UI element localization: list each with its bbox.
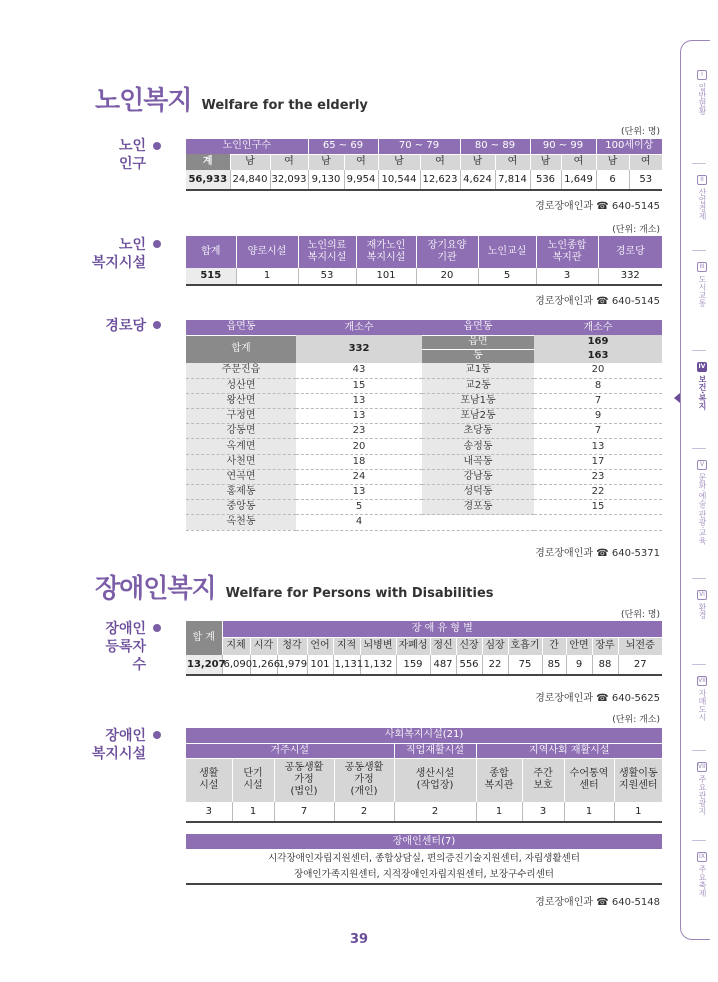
source-note: 경로장애인과 ☎ 640-5371 (535, 548, 660, 559)
disabled-facilities-table (186, 728, 662, 823)
header-cell: 공동생활 가정 (개인) (334, 758, 394, 802)
tab-divider (692, 350, 706, 351)
total-value: 332 (296, 335, 422, 363)
value-cell: 2 (334, 802, 394, 822)
side-tab-number: I (697, 70, 707, 80)
label-senior-centers (70, 317, 146, 335)
side-tab-label: 자매도시 (698, 689, 707, 721)
value-cell: 101 (356, 268, 416, 285)
value-cell: 101 (307, 655, 333, 675)
tab-divider (692, 448, 706, 449)
tab-divider (692, 750, 706, 751)
eup-myeon-value: 169 (534, 335, 662, 349)
side-tab-8[interactable] (688, 762, 708, 815)
district-name: 포남2동 (422, 409, 534, 424)
center-header: 장애인센터(7) (186, 834, 662, 849)
header-cell: 노인교실 (478, 236, 536, 268)
header-cell: 합계 (186, 236, 236, 268)
senior-center-table (186, 320, 662, 531)
table-row (186, 393, 662, 408)
value-cell: 27 (618, 655, 662, 675)
sub-header: 남 (530, 154, 561, 170)
value-cell: 85 (542, 655, 566, 675)
value-cell: 32,093 (270, 170, 308, 190)
value-cell: 1,649 (561, 170, 596, 190)
value-cell: 1 (232, 802, 274, 822)
disability-center-box (186, 834, 662, 885)
header-cell: 읍면동 (422, 320, 534, 335)
value-cell: 22 (482, 655, 508, 675)
group-header: 100세이상 (596, 139, 662, 154)
header-cell: 재가노인 복지시설 (356, 236, 416, 268)
district-name: 경포동 (422, 500, 534, 515)
tab-divider (692, 163, 706, 164)
sub-header: 남 (308, 154, 344, 170)
district-name: 강남동 (422, 469, 534, 484)
group-header: 거주시설 (186, 743, 394, 758)
header-cell: 개소수 (534, 320, 662, 335)
bullet-dot (153, 321, 161, 329)
sub-header: 남 (596, 154, 629, 170)
sub-header: 여 (344, 154, 378, 170)
tab-divider (692, 250, 706, 251)
table-row (186, 363, 662, 378)
label-text: 노인 인구 (118, 138, 146, 172)
value-cell: 9,954 (344, 170, 378, 190)
district-count: 13 (534, 439, 662, 454)
group-header: 직업재활시설 (394, 743, 476, 758)
side-tab-number: IX (697, 852, 707, 862)
side-tab-number: V (697, 460, 707, 470)
tab-divider (692, 664, 706, 665)
table-row (186, 424, 662, 439)
district-count: 17 (534, 454, 662, 469)
value-cell: 3 (522, 802, 564, 822)
district-count: 20 (534, 363, 662, 378)
side-tab-label: 환경 (698, 603, 707, 619)
table-row (186, 515, 662, 530)
district-count: 22 (534, 485, 662, 500)
sub-header: 계 (186, 154, 230, 170)
value-cell: 9 (566, 655, 592, 675)
header-cell: 장기요양 기관 (416, 236, 478, 268)
value-cell: 6 (596, 170, 629, 190)
district-count: 43 (296, 363, 422, 378)
value-cell: 1,266 (250, 655, 277, 675)
district-name: 중앙동 (186, 500, 296, 515)
district-name: 송정동 (422, 439, 534, 454)
district-name: 왕산면 (186, 393, 296, 408)
value-cell: 2 (394, 802, 476, 822)
type-header: 자폐성 (396, 637, 430, 655)
header-cell: 생산시설 (작업장) (394, 758, 476, 802)
type-header: 장루 (592, 637, 618, 655)
district-name: 내곡동 (422, 454, 534, 469)
value-cell: 3 (186, 802, 232, 822)
value-cell: 3 (536, 268, 598, 285)
side-tab-number: II (697, 175, 707, 185)
type-header: 언어 (307, 637, 333, 655)
value-cell: 487 (430, 655, 456, 675)
side-tab-label: 주요축제 (698, 865, 707, 897)
value-cell: 75 (508, 655, 542, 675)
table-row (186, 485, 662, 500)
side-tab-number: VI (697, 590, 707, 600)
sub-header: 남 (378, 154, 420, 170)
type-header: 지적 (333, 637, 360, 655)
value-cell: 12,623 (420, 170, 460, 190)
district-name: 교1동 (422, 363, 534, 378)
district-count: 24 (296, 469, 422, 484)
unit-label: (단위: 개소) (612, 715, 660, 725)
side-tab-number: VIII (698, 763, 708, 770)
district-count: 18 (296, 454, 422, 469)
table-row (186, 378, 662, 393)
header-cell: 수어통역 센터 (564, 758, 614, 802)
type-header: 호흡기 (508, 637, 542, 655)
district-count: 4 (296, 515, 422, 530)
district-count: 7 (534, 393, 662, 408)
side-tab-7[interactable] (688, 676, 708, 721)
total-header: 합 계 (186, 621, 222, 655)
district-count: 23 (296, 424, 422, 439)
side-tab-1[interactable] (688, 70, 708, 115)
side-tab-label: 보건·복지 (698, 375, 707, 411)
elderly-facilities-table (186, 236, 662, 286)
side-tab-number: III (697, 262, 707, 272)
value-cell: 332 (598, 268, 662, 285)
side-tab-label: 문화·예술·관광·교육 (698, 473, 707, 545)
section-title-elderly (95, 80, 368, 117)
district-name: 성산면 (186, 378, 296, 393)
total-label: 합계 (186, 335, 296, 363)
value-cell: 536 (530, 170, 561, 190)
side-tab-4[interactable] (688, 362, 708, 410)
type-header: 청각 (277, 637, 307, 655)
district-count: 13 (296, 485, 422, 500)
source-note: 경로장애인과 ☎ 640-5625 (535, 693, 660, 704)
source-note: 경로장애인과 ☎ 640-5148 (535, 897, 660, 908)
table-row (186, 409, 662, 424)
district-name: 사천면 (186, 454, 296, 469)
label-disabled-registered (70, 620, 146, 674)
value-cell: 88 (592, 655, 618, 675)
tab-divider (692, 578, 706, 579)
district-count: 20 (296, 439, 422, 454)
dong-label: 동 (422, 349, 534, 363)
district-name: 포남1동 (422, 393, 534, 408)
value-cell: 556 (456, 655, 482, 675)
header-cell: 노인의료 복지시설 (298, 236, 356, 268)
district-name: 홍제동 (186, 485, 296, 500)
group-header: 80 ~ 89 (460, 139, 530, 154)
disabled-registered-table (186, 621, 662, 676)
side-tab-6[interactable] (688, 590, 708, 619)
district-name (422, 515, 534, 530)
sub-header: 남 (230, 154, 270, 170)
unit-label: (단위: 명) (621, 127, 660, 137)
type-header: 신장 (456, 637, 482, 655)
sub-header: 여 (270, 154, 308, 170)
value-cell: 6,090 (222, 655, 250, 675)
district-name: 주문진읍 (186, 363, 296, 378)
value-cell: 1,131 (333, 655, 360, 675)
section-title-en: Welfare for Persons with Disabilities (225, 586, 494, 601)
type-header: 심장 (482, 637, 508, 655)
district-name: 성덕동 (422, 485, 534, 500)
header-cell: 양로시설 (236, 236, 298, 268)
divider (186, 883, 662, 885)
value-cell: 20 (416, 268, 478, 285)
sub-header: 여 (495, 154, 530, 170)
district-name: 옥계면 (186, 439, 296, 454)
type-header: 지체 (222, 637, 250, 655)
sub-header: 여 (420, 154, 460, 170)
tab-divider (692, 840, 706, 841)
side-tab-9[interactable] (688, 852, 708, 897)
header-cell: 생활 시설 (186, 758, 232, 802)
value-cell: 4,624 (460, 170, 495, 190)
header-cell: 종합 복지관 (476, 758, 522, 802)
value-cell: 24,840 (230, 170, 270, 190)
group-header: 노인인구수 (186, 139, 308, 154)
value-cell: 53 (298, 268, 356, 285)
center-line: 장애인가족지원센터, 지적장애인자립지원센터, 보장구수리센터 (294, 869, 554, 880)
dong-value: 163 (534, 349, 662, 363)
side-tab-2[interactable] (688, 175, 708, 220)
section-title-en: Welfare for the elderly (201, 98, 368, 113)
header-cell: 공동생활 가정 (법인) (274, 758, 334, 802)
type-header: 간 (542, 637, 566, 655)
value-cell: 56,933 (186, 170, 230, 190)
value-cell: 1 (564, 802, 614, 822)
district-count: 13 (296, 393, 422, 408)
side-tab-number: VII (698, 677, 706, 684)
table-row (186, 439, 662, 454)
district-name: 초당동 (422, 424, 534, 439)
side-tab-number: IV (698, 363, 706, 370)
label-text: 장애인 등록자 수 (105, 621, 146, 673)
district-count: 9 (534, 409, 662, 424)
side-tab-label: 주요관광지 (698, 775, 707, 815)
header-cell: 개소수 (296, 320, 422, 335)
value-cell: 1,979 (277, 655, 307, 675)
district-name: 옥천동 (186, 515, 296, 530)
header-cell: 읍면동 (186, 320, 296, 335)
group-header: 65 ~ 69 (308, 139, 378, 154)
source-note: 경로장애인과 ☎ 640-5145 (535, 201, 660, 212)
header-cell: 주간 보호 (522, 758, 564, 802)
district-count: 5 (296, 500, 422, 515)
district-count: 8 (534, 378, 662, 393)
group-header: 70 ~ 79 (378, 139, 460, 154)
table-row (186, 454, 662, 469)
district-count: 23 (534, 469, 662, 484)
district-count: 13 (296, 409, 422, 424)
side-tab-label: 일반현황 (698, 83, 707, 115)
bullet-dot (153, 731, 161, 739)
bullet-dot (153, 142, 161, 150)
value-cell: 1,132 (360, 655, 396, 675)
value-cell: 1 (614, 802, 662, 822)
label-elderly-population (70, 137, 146, 173)
label-text: 장애인 복지시설 (91, 728, 146, 762)
header-cell: 경로당 (598, 236, 662, 268)
district-name: 강동면 (186, 424, 296, 439)
value-cell: 7 (274, 802, 334, 822)
bullet-dot (153, 240, 161, 248)
value-cell: 5 (478, 268, 536, 285)
elderly-population-table (186, 139, 662, 191)
side-tab-label: 산업경제 (698, 188, 707, 220)
side-tab-label: 도시교통 (698, 275, 707, 307)
unit-label: (단위: 명) (621, 610, 660, 620)
type-header: 장 애 유 형 별 (222, 621, 662, 637)
total-value: 13,207 (186, 655, 222, 675)
district-name: 구정면 (186, 409, 296, 424)
table-row (186, 500, 662, 515)
side-tab-5[interactable] (688, 460, 708, 545)
social-header: 사회복지시설(21) (186, 728, 662, 743)
label-disabled-facilities (70, 727, 146, 763)
sub-header: 여 (629, 154, 662, 170)
type-header: 뇌병변 (360, 637, 396, 655)
center-line: 시각장애인자립지원센터, 종합상담실, 편의증진기술지원센터, 자립생활센터 (268, 853, 580, 864)
value-cell: 10,544 (378, 170, 420, 190)
value-cell: 515 (186, 268, 236, 285)
section-title-ko: 노인복지 (95, 86, 192, 116)
label-text: 노인 복지시설 (91, 237, 146, 271)
group-header: 지역사회 재활시설 (476, 743, 662, 758)
header-cell: 단기 시설 (232, 758, 274, 802)
label-elderly-facilities (70, 236, 146, 272)
eup-myeon-label: 읍면 (422, 335, 534, 349)
table-row (186, 469, 662, 484)
value-cell: 9,130 (308, 170, 344, 190)
district-count: 7 (534, 424, 662, 439)
source-note: 경로장애인과 ☎ 640-5145 (535, 296, 660, 307)
bullet-dot (153, 624, 161, 632)
value-cell: 1 (476, 802, 522, 822)
section-title-disabled (95, 568, 494, 605)
type-header: 안면 (566, 637, 592, 655)
district-name: 교2동 (422, 378, 534, 393)
unit-label: (단위: 개소) (612, 225, 660, 235)
value-cell: 159 (396, 655, 430, 675)
district-count: 15 (534, 500, 662, 515)
type-header: 시각 (250, 637, 277, 655)
header-cell: 노인종합 복지관 (536, 236, 598, 268)
value-cell: 53 (629, 170, 662, 190)
district-count (534, 515, 662, 530)
label-text: 경로당 (105, 318, 146, 334)
district-name: 연곡면 (186, 469, 296, 484)
value-cell: 1 (236, 268, 298, 285)
group-header: 90 ~ 99 (530, 139, 596, 154)
header-cell: 생활이동 지원센터 (614, 758, 662, 802)
side-tab-3[interactable] (688, 262, 708, 307)
active-tab-arrow (674, 393, 680, 403)
page-number: 39 (349, 932, 369, 947)
district-count: 15 (296, 378, 422, 393)
type-header: 뇌전증 (618, 637, 662, 655)
section-title-ko: 장애인복지 (95, 574, 216, 604)
value-cell: 7,814 (495, 170, 530, 190)
sub-header: 여 (561, 154, 596, 170)
type-header: 정신 (430, 637, 456, 655)
sub-header: 남 (460, 154, 495, 170)
